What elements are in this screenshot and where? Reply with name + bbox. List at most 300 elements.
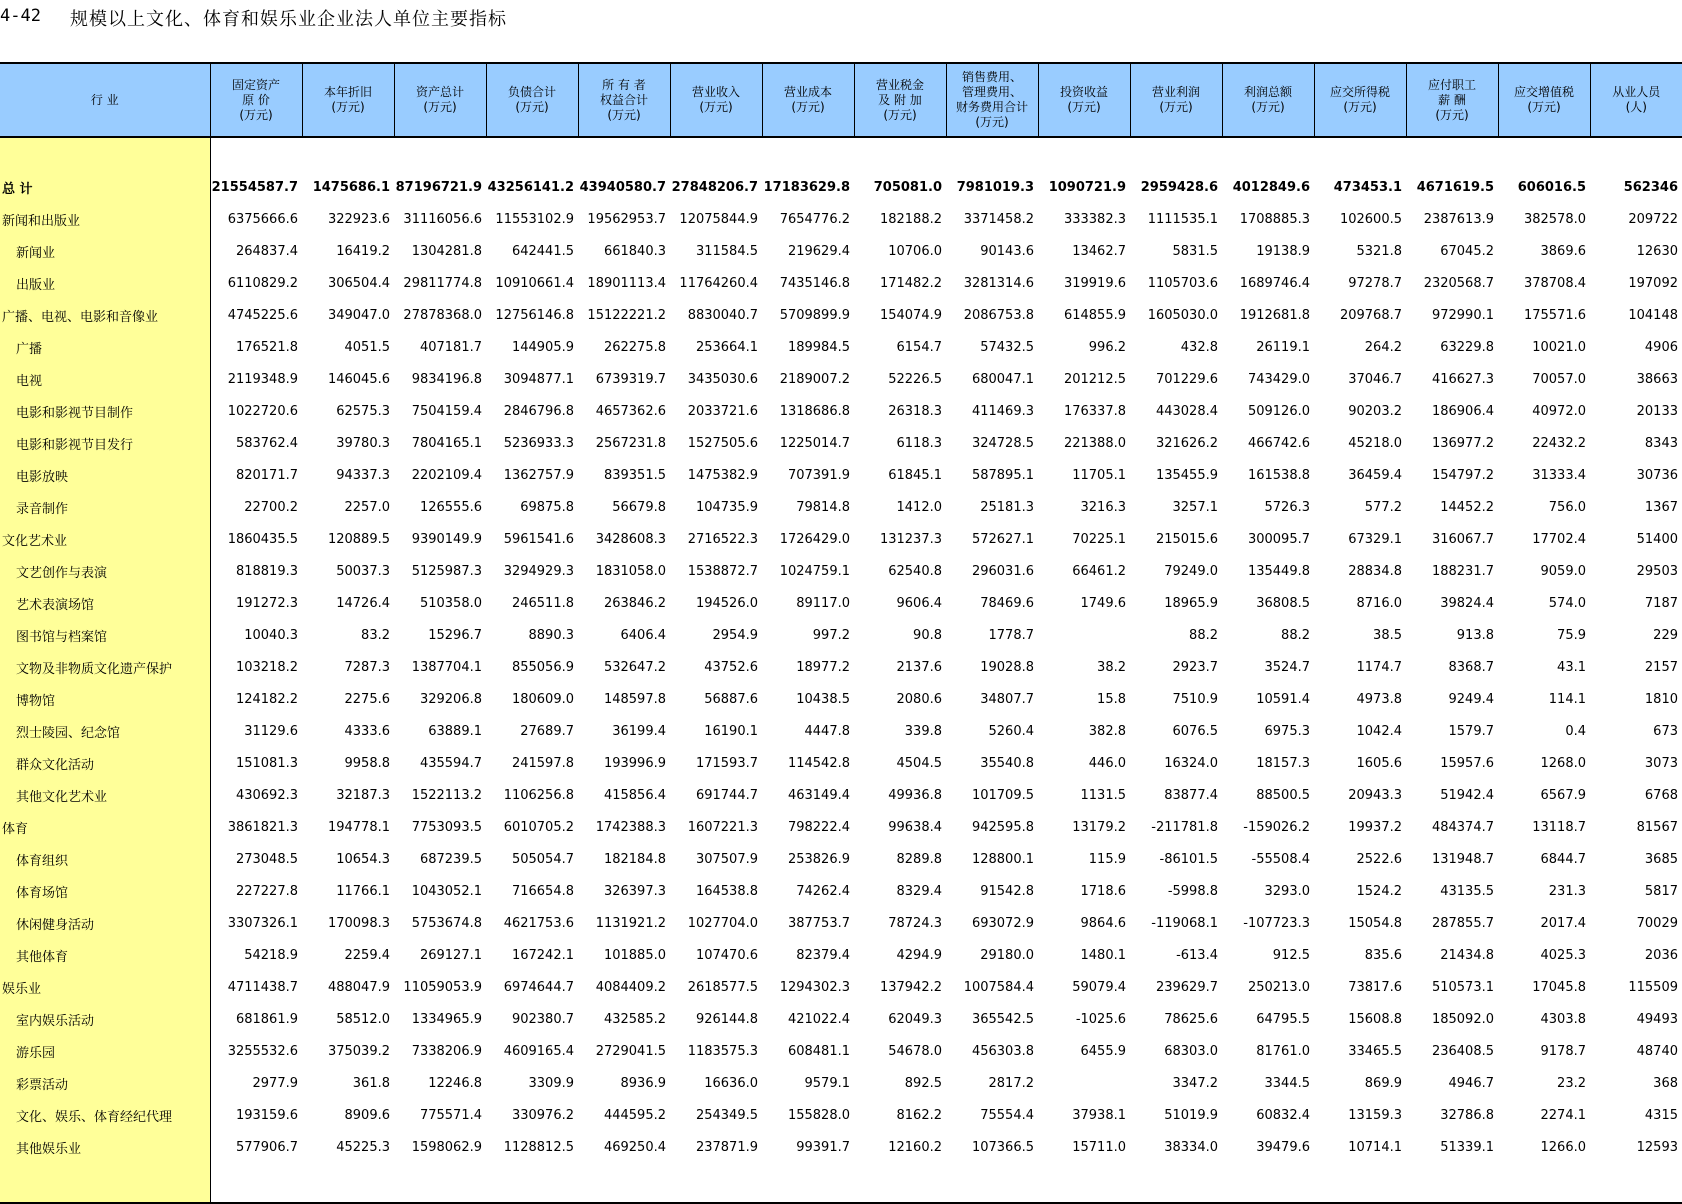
value-cell: 49493 xyxy=(1636,1011,1678,1027)
value-cell: 36199.4 xyxy=(612,723,666,739)
value-cell: 19937.2 xyxy=(1348,819,1402,835)
value-cell: 64795.5 xyxy=(1256,1011,1310,1027)
value-cell: 31129.6 xyxy=(244,723,298,739)
value-cell: 12246.8 xyxy=(428,1075,482,1091)
value-cell: 687239.5 xyxy=(419,851,482,867)
value-cell: 39824.4 xyxy=(1440,595,1494,611)
column-header: 投资收益 (万元) xyxy=(1038,63,1130,137)
table-number: 4-42 xyxy=(0,6,41,26)
column-header: 销售费用、 管理费用、 财务费用合计 (万元) xyxy=(946,63,1038,137)
table-row xyxy=(0,363,1682,395)
column-header: 本年折旧 (万元) xyxy=(302,63,394,137)
value-cell: 7804165.1 xyxy=(411,435,482,451)
value-cell: 1708885.3 xyxy=(1239,211,1310,227)
value-cell: 26119.1 xyxy=(1256,339,1310,355)
value-cell: 253826.9 xyxy=(787,851,850,867)
value-cell: 114542.8 xyxy=(787,755,850,771)
value-cell: 10438.5 xyxy=(796,691,850,707)
value-cell: 26318.3 xyxy=(888,403,942,419)
value-cell: 2080.6 xyxy=(896,691,942,707)
value-cell: 681861.9 xyxy=(235,1011,298,1027)
value-cell: 661840.3 xyxy=(603,243,666,259)
tail-cell xyxy=(0,1163,210,1203)
value-cell: 3307326.1 xyxy=(227,915,298,931)
industry-name: 艺术表演场馆 xyxy=(0,587,210,619)
value-cell: 6406.4 xyxy=(620,627,666,643)
value-cell: 79814.8 xyxy=(796,499,850,515)
value-cell: 1718.6 xyxy=(1080,883,1126,899)
value-cell: 43752.6 xyxy=(704,659,758,675)
value-cell: 756.0 xyxy=(1548,499,1586,515)
value-cell: 231.3 xyxy=(1548,883,1586,899)
value-cell: 1225014.7 xyxy=(779,435,850,451)
value-cell: 32187.3 xyxy=(336,787,390,803)
value-cell: 322923.6 xyxy=(327,211,390,227)
value-cell: 1174.7 xyxy=(1356,659,1402,675)
value-cell: 1042.4 xyxy=(1356,723,1402,739)
value-cell: 101885.0 xyxy=(603,947,666,963)
value-cell: 2846796.8 xyxy=(503,403,574,419)
value-cell: 12593 xyxy=(1636,1139,1678,1155)
value-cell: 432.8 xyxy=(1180,339,1218,355)
value-cell: 9606.4 xyxy=(896,595,942,611)
value-cell: 155828.0 xyxy=(787,1107,850,1123)
value-cell: 81567 xyxy=(1636,819,1678,835)
value-cell: 1128812.5 xyxy=(503,1139,574,1155)
value-cell: 61845.1 xyxy=(888,467,942,483)
value-cell: 7338206.9 xyxy=(411,1043,482,1059)
value-cell: 1524.2 xyxy=(1356,883,1402,899)
value-cell: 15957.6 xyxy=(1440,755,1494,771)
value-cell: 81761.0 xyxy=(1256,1043,1310,1059)
value-cell: 264.2 xyxy=(1364,339,1402,355)
value-cell: 8289.8 xyxy=(896,851,942,867)
value-cell: 1522113.2 xyxy=(411,787,482,803)
value-cell: 820171.7 xyxy=(235,467,298,483)
value-cell: 38.2 xyxy=(1097,659,1126,675)
value-cell: 107470.6 xyxy=(695,947,758,963)
value-cell: 197092 xyxy=(1628,275,1678,291)
value-cell: 176337.8 xyxy=(1063,403,1126,419)
industry-name: 文艺创作与表演 xyxy=(0,555,210,587)
header-industry: 行 业 xyxy=(0,63,210,137)
value-cell: 4621753.6 xyxy=(503,915,574,931)
value-cell: 2259.4 xyxy=(344,947,390,963)
value-cell: 90143.6 xyxy=(980,243,1034,259)
value-cell: 1475382.9 xyxy=(687,467,758,483)
value-cell: 75.9 xyxy=(1557,627,1586,643)
value-cell: 219629.4 xyxy=(787,243,850,259)
value-cell: 3094877.1 xyxy=(503,371,574,387)
value-cell: 3524.7 xyxy=(1264,659,1310,675)
value-cell: 333382.3 xyxy=(1063,211,1126,227)
table-row xyxy=(0,395,1682,427)
value-cell: 20133 xyxy=(1636,403,1678,419)
value-cell: 432585.2 xyxy=(603,1011,666,1027)
value-cell: 74262.4 xyxy=(796,883,850,899)
value-cell: 18965.9 xyxy=(1164,595,1218,611)
value-cell: 316067.7 xyxy=(1431,531,1494,547)
value-cell: -107723.3 xyxy=(1243,915,1310,931)
table-row xyxy=(0,811,1682,843)
value-cell: 368 xyxy=(1653,1075,1678,1091)
value-cell: 4671619.5 xyxy=(1416,179,1494,195)
column-header: 应交增值税 (万元) xyxy=(1498,63,1590,137)
value-cell: 3281314.6 xyxy=(963,275,1034,291)
industry-name: 总 计 xyxy=(0,171,210,203)
value-cell: 8368.7 xyxy=(1448,659,1494,675)
value-cell: 1527505.6 xyxy=(687,435,758,451)
value-cell: 209722 xyxy=(1628,211,1678,227)
value-cell: 16190.1 xyxy=(704,723,758,739)
value-cell: 3255532.6 xyxy=(227,1043,298,1059)
table-row xyxy=(0,459,1682,491)
value-cell: 1749.6 xyxy=(1080,595,1126,611)
value-cell: 189984.5 xyxy=(787,339,850,355)
total-row xyxy=(0,171,1682,203)
value-cell: 263846.2 xyxy=(603,595,666,611)
value-cell: 287855.7 xyxy=(1431,915,1494,931)
value-cell: 70057.0 xyxy=(1532,371,1586,387)
value-cell: 90203.2 xyxy=(1348,403,1402,419)
value-cell: 997.2 xyxy=(812,627,850,643)
value-cell: 1131.5 xyxy=(1080,787,1126,803)
value-cell: 2923.7 xyxy=(1172,659,1218,675)
value-cell: 126555.6 xyxy=(419,499,482,515)
value-cell: 88.2 xyxy=(1189,627,1218,643)
value-cell: 6118.3 xyxy=(896,435,942,451)
value-cell: 6768 xyxy=(1644,787,1678,803)
value-cell: 577.2 xyxy=(1364,499,1402,515)
value-cell: 48740 xyxy=(1636,1043,1678,1059)
industry-name: 室内娱乐活动 xyxy=(0,1003,210,1035)
value-cell: 37938.1 xyxy=(1072,1107,1126,1123)
value-cell: 1106256.8 xyxy=(503,787,574,803)
value-cell: 1860435.5 xyxy=(227,531,298,547)
value-cell: 4294.9 xyxy=(896,947,942,963)
value-cell: 16419.2 xyxy=(336,243,390,259)
industry-name: 体育场馆 xyxy=(0,875,210,907)
header-row xyxy=(0,63,1682,137)
value-cell: 75554.4 xyxy=(980,1107,1034,1123)
table-row xyxy=(0,715,1682,747)
column-header: 负债合计 (万元) xyxy=(486,63,578,137)
value-cell: 15054.8 xyxy=(1348,915,1402,931)
value-cell: 4946.7 xyxy=(1448,1075,1494,1091)
value-cell: 1304281.8 xyxy=(411,243,482,259)
value-cell: 5260.4 xyxy=(988,723,1034,739)
industry-name: 群众文化活动 xyxy=(0,747,210,779)
value-cell: 444595.2 xyxy=(603,1107,666,1123)
value-cell: 430692.3 xyxy=(235,787,298,803)
value-cell: 926144.8 xyxy=(695,1011,758,1027)
value-cell: 446.0 xyxy=(1088,755,1126,771)
value-cell: 321626.2 xyxy=(1155,435,1218,451)
industry-name: 文化、娱乐、体育经纪代理 xyxy=(0,1099,210,1131)
value-cell: 193159.6 xyxy=(235,1107,298,1123)
value-cell: 435594.7 xyxy=(419,755,482,771)
value-cell: 51942.4 xyxy=(1440,787,1494,803)
value-cell: 2036 xyxy=(1644,947,1678,963)
value-cell: 10040.3 xyxy=(244,627,298,643)
value-cell xyxy=(1038,619,1130,651)
value-cell: 3428608.3 xyxy=(595,531,666,547)
value-cell: 5817 xyxy=(1644,883,1678,899)
table-row xyxy=(0,683,1682,715)
value-cell: 15711.0 xyxy=(1072,1139,1126,1155)
value-cell: 67329.1 xyxy=(1348,531,1402,547)
value-cell: 4333.6 xyxy=(344,723,390,739)
industry-name: 广播 xyxy=(0,331,210,363)
value-cell: 32786.8 xyxy=(1440,1107,1494,1123)
industry-name: 文物及非物质文化遗产保护 xyxy=(0,651,210,683)
value-cell: 1475686.1 xyxy=(312,179,390,195)
value-cell: 4657362.6 xyxy=(595,403,666,419)
value-cell: 7287.3 xyxy=(344,659,390,675)
value-cell: 12075844.9 xyxy=(679,211,758,227)
value-cell: 6567.9 xyxy=(1540,787,1586,803)
value-cell: 407181.7 xyxy=(419,339,482,355)
value-cell: 89117.0 xyxy=(796,595,850,611)
column-header: 应交所得税 (万元) xyxy=(1314,63,1406,137)
value-cell: 188231.7 xyxy=(1431,563,1494,579)
value-cell: 27689.7 xyxy=(520,723,574,739)
value-cell: 326397.3 xyxy=(603,883,666,899)
tail-cell xyxy=(210,1163,1682,1203)
industry-name: 游乐园 xyxy=(0,1035,210,1067)
value-cell: 69875.8 xyxy=(520,499,574,515)
value-cell: 6975.3 xyxy=(1264,723,1310,739)
value-cell: 473453.1 xyxy=(1333,179,1402,195)
value-cell: 161538.8 xyxy=(1247,467,1310,483)
value-cell: 7504159.4 xyxy=(411,403,482,419)
value-cell: 5709899.9 xyxy=(779,307,850,323)
value-cell: 3344.5 xyxy=(1264,1075,1310,1091)
value-cell: 2202109.4 xyxy=(411,467,482,483)
value-cell: 2275.6 xyxy=(344,691,390,707)
value-cell: 2959428.6 xyxy=(1140,179,1218,195)
value-cell: 913.8 xyxy=(1456,627,1494,643)
value-cell: 115.9 xyxy=(1088,851,1126,867)
table-row xyxy=(0,299,1682,331)
value-cell: 4012849.6 xyxy=(1232,179,1310,195)
value-cell: 28834.8 xyxy=(1348,563,1402,579)
value-cell: 642441.5 xyxy=(511,243,574,259)
value-cell: 9958.8 xyxy=(344,755,390,771)
value-cell: 9178.7 xyxy=(1540,1043,1586,1059)
value-cell: 3293.0 xyxy=(1264,883,1310,899)
value-cell: 6010705.2 xyxy=(503,819,574,835)
value-cell: 104735.9 xyxy=(695,499,758,515)
table-row xyxy=(0,491,1682,523)
value-cell: 39479.6 xyxy=(1256,1139,1310,1155)
value-cell: 2017.4 xyxy=(1540,915,1586,931)
value-cell: 1183575.3 xyxy=(687,1043,758,1059)
table-row xyxy=(0,587,1682,619)
value-cell: 6375666.6 xyxy=(227,211,298,227)
value-cell: 4084409.2 xyxy=(595,979,666,995)
value-cell: 378708.4 xyxy=(1523,275,1586,291)
value-cell: 1831058.0 xyxy=(595,563,666,579)
value-cell: 6455.9 xyxy=(1080,1043,1126,1059)
value-cell: 131237.3 xyxy=(879,531,942,547)
value-cell: 2618577.5 xyxy=(687,979,758,995)
value-cell: -55508.4 xyxy=(1251,851,1310,867)
value-cell: 227227.8 xyxy=(235,883,298,899)
value-cell: 2567231.8 xyxy=(595,435,666,451)
value-cell: -211781.8 xyxy=(1151,819,1218,835)
value-cell: 4745225.6 xyxy=(227,307,298,323)
title-bar xyxy=(0,0,1682,40)
value-cell: 562346 xyxy=(1623,179,1678,195)
value-cell: 6844.7 xyxy=(1540,851,1586,867)
value-cell: 387753.7 xyxy=(787,915,850,931)
value-cell: 144905.9 xyxy=(511,339,574,355)
value-cell: 1607221.3 xyxy=(687,819,758,835)
value-cell: 1726429.0 xyxy=(779,531,850,547)
value-cell: 1689746.4 xyxy=(1239,275,1310,291)
value-cell: 902380.7 xyxy=(511,1011,574,1027)
value-cell: 1318686.8 xyxy=(779,403,850,419)
value-cell: 27848206.7 xyxy=(671,179,758,195)
value-cell: 194778.1 xyxy=(327,819,390,835)
table-row xyxy=(0,971,1682,1003)
industry-name: 图书馆与档案馆 xyxy=(0,619,210,651)
value-cell: 171593.7 xyxy=(695,755,758,771)
value-cell: 104148 xyxy=(1628,307,1678,323)
industry-name: 电视 xyxy=(0,363,210,395)
value-cell: 78469.6 xyxy=(980,595,1034,611)
industry-name: 娱乐业 xyxy=(0,971,210,1003)
value-cell: 456303.8 xyxy=(971,1043,1034,1059)
value-cell: 3257.1 xyxy=(1172,499,1218,515)
column-header: 从业人员 (人) xyxy=(1590,63,1682,137)
value-cell: 31333.4 xyxy=(1532,467,1586,483)
value-cell: 56887.6 xyxy=(704,691,758,707)
value-cell: 416627.3 xyxy=(1431,371,1494,387)
value-cell: 45225.3 xyxy=(336,1139,390,1155)
value-cell: 35540.8 xyxy=(980,755,1034,771)
value-cell: 99638.4 xyxy=(888,819,942,835)
value-cell: 0.4 xyxy=(1565,723,1586,739)
industry-name: 体育组织 xyxy=(0,843,210,875)
value-cell: 13462.7 xyxy=(1072,243,1126,259)
value-cell: 20943.3 xyxy=(1348,787,1402,803)
table-row xyxy=(0,523,1682,555)
value-cell: 13118.7 xyxy=(1532,819,1586,835)
value-cell: 8343 xyxy=(1644,435,1678,451)
value-cell: 9249.4 xyxy=(1448,691,1494,707)
value-cell: 101709.5 xyxy=(971,787,1034,803)
value-cell: 9864.6 xyxy=(1080,915,1126,931)
value-cell: 137942.2 xyxy=(879,979,942,995)
value-cell: 60832.4 xyxy=(1256,1107,1310,1123)
value-cell: 7187 xyxy=(1644,595,1678,611)
value-cell: 10591.4 xyxy=(1256,691,1310,707)
value-cell: 2716522.3 xyxy=(687,531,758,547)
industry-name: 烈士陵园、纪念馆 xyxy=(0,715,210,747)
value-cell: 2033721.6 xyxy=(687,403,758,419)
table-row xyxy=(0,1067,1682,1099)
value-cell: 58512.0 xyxy=(336,1011,390,1027)
value-cell: 1598062.9 xyxy=(411,1139,482,1155)
value-cell: 59079.4 xyxy=(1072,979,1126,995)
column-header: 营业税金 及 附 加 (万元) xyxy=(854,63,946,137)
value-cell: 51019.9 xyxy=(1164,1107,1218,1123)
value-cell: 3216.3 xyxy=(1080,499,1126,515)
value-cell: 62575.3 xyxy=(336,403,390,419)
value-cell: 43256141.2 xyxy=(487,179,574,195)
value-cell: 4504.5 xyxy=(896,755,942,771)
value-cell: 8909.6 xyxy=(344,1107,390,1123)
column-header: 营业成本 (万元) xyxy=(762,63,854,137)
table-row xyxy=(0,331,1682,363)
value-cell: 186906.4 xyxy=(1431,403,1494,419)
value-cell: 62049.3 xyxy=(888,1011,942,1027)
value-cell: 56679.8 xyxy=(612,499,666,515)
value-cell: 43.1 xyxy=(1557,659,1586,675)
table-row xyxy=(0,747,1682,779)
value-cell: 693072.9 xyxy=(971,915,1034,931)
industry-name: 电影和影视节目制作 xyxy=(0,395,210,427)
value-cell: 2522.6 xyxy=(1356,851,1402,867)
value-cell: 70029 xyxy=(1636,915,1678,931)
value-cell: 3371458.2 xyxy=(963,211,1034,227)
value-cell: 67045.2 xyxy=(1440,243,1494,259)
value-cell: 87196721.9 xyxy=(395,179,482,195)
value-cell: 30736 xyxy=(1636,467,1678,483)
table-row xyxy=(0,619,1682,651)
value-cell: 236408.5 xyxy=(1431,1043,1494,1059)
table-body xyxy=(0,137,1682,1203)
table-row xyxy=(0,843,1682,875)
value-cell: -119068.1 xyxy=(1151,915,1218,931)
value-cell: 15122221.2 xyxy=(587,307,666,323)
value-cell: 775571.4 xyxy=(419,1107,482,1123)
value-cell: 3435030.6 xyxy=(687,371,758,387)
value-cell: -86101.5 xyxy=(1159,851,1218,867)
value-cell: 1334965.9 xyxy=(411,1011,482,1027)
value-cell: 99391.7 xyxy=(796,1139,850,1155)
value-cell: 51339.1 xyxy=(1440,1139,1494,1155)
value-cell: 7435146.8 xyxy=(779,275,850,291)
value-cell: 253664.1 xyxy=(695,339,758,355)
value-cell: 1111535.1 xyxy=(1147,211,1218,227)
value-cell: 239629.7 xyxy=(1155,979,1218,995)
value-cell: 185092.0 xyxy=(1431,1011,1494,1027)
value-cell: 5831.5 xyxy=(1172,243,1218,259)
table-row xyxy=(0,555,1682,587)
value-cell: 577906.7 xyxy=(235,1139,298,1155)
table-row xyxy=(0,235,1682,267)
value-cell: 194526.0 xyxy=(695,595,758,611)
value-cell: 14452.2 xyxy=(1440,499,1494,515)
value-cell: 40972.0 xyxy=(1532,403,1586,419)
value-cell: 510573.1 xyxy=(1431,979,1494,995)
value-cell: 5753674.8 xyxy=(411,915,482,931)
value-cell: 583762.4 xyxy=(235,435,298,451)
value-cell: 29503 xyxy=(1636,563,1678,579)
value-cell: 52226.5 xyxy=(888,371,942,387)
value-cell: 532647.2 xyxy=(603,659,666,675)
value-cell: 107366.5 xyxy=(971,1139,1034,1155)
value-cell: 114.1 xyxy=(1548,691,1586,707)
industry-name: 博物馆 xyxy=(0,683,210,715)
value-cell: 23.2 xyxy=(1557,1075,1586,1091)
industry-name: 出版业 xyxy=(0,267,210,299)
value-cell: 1387704.1 xyxy=(411,659,482,675)
value-cell: 4315 xyxy=(1644,1107,1678,1123)
